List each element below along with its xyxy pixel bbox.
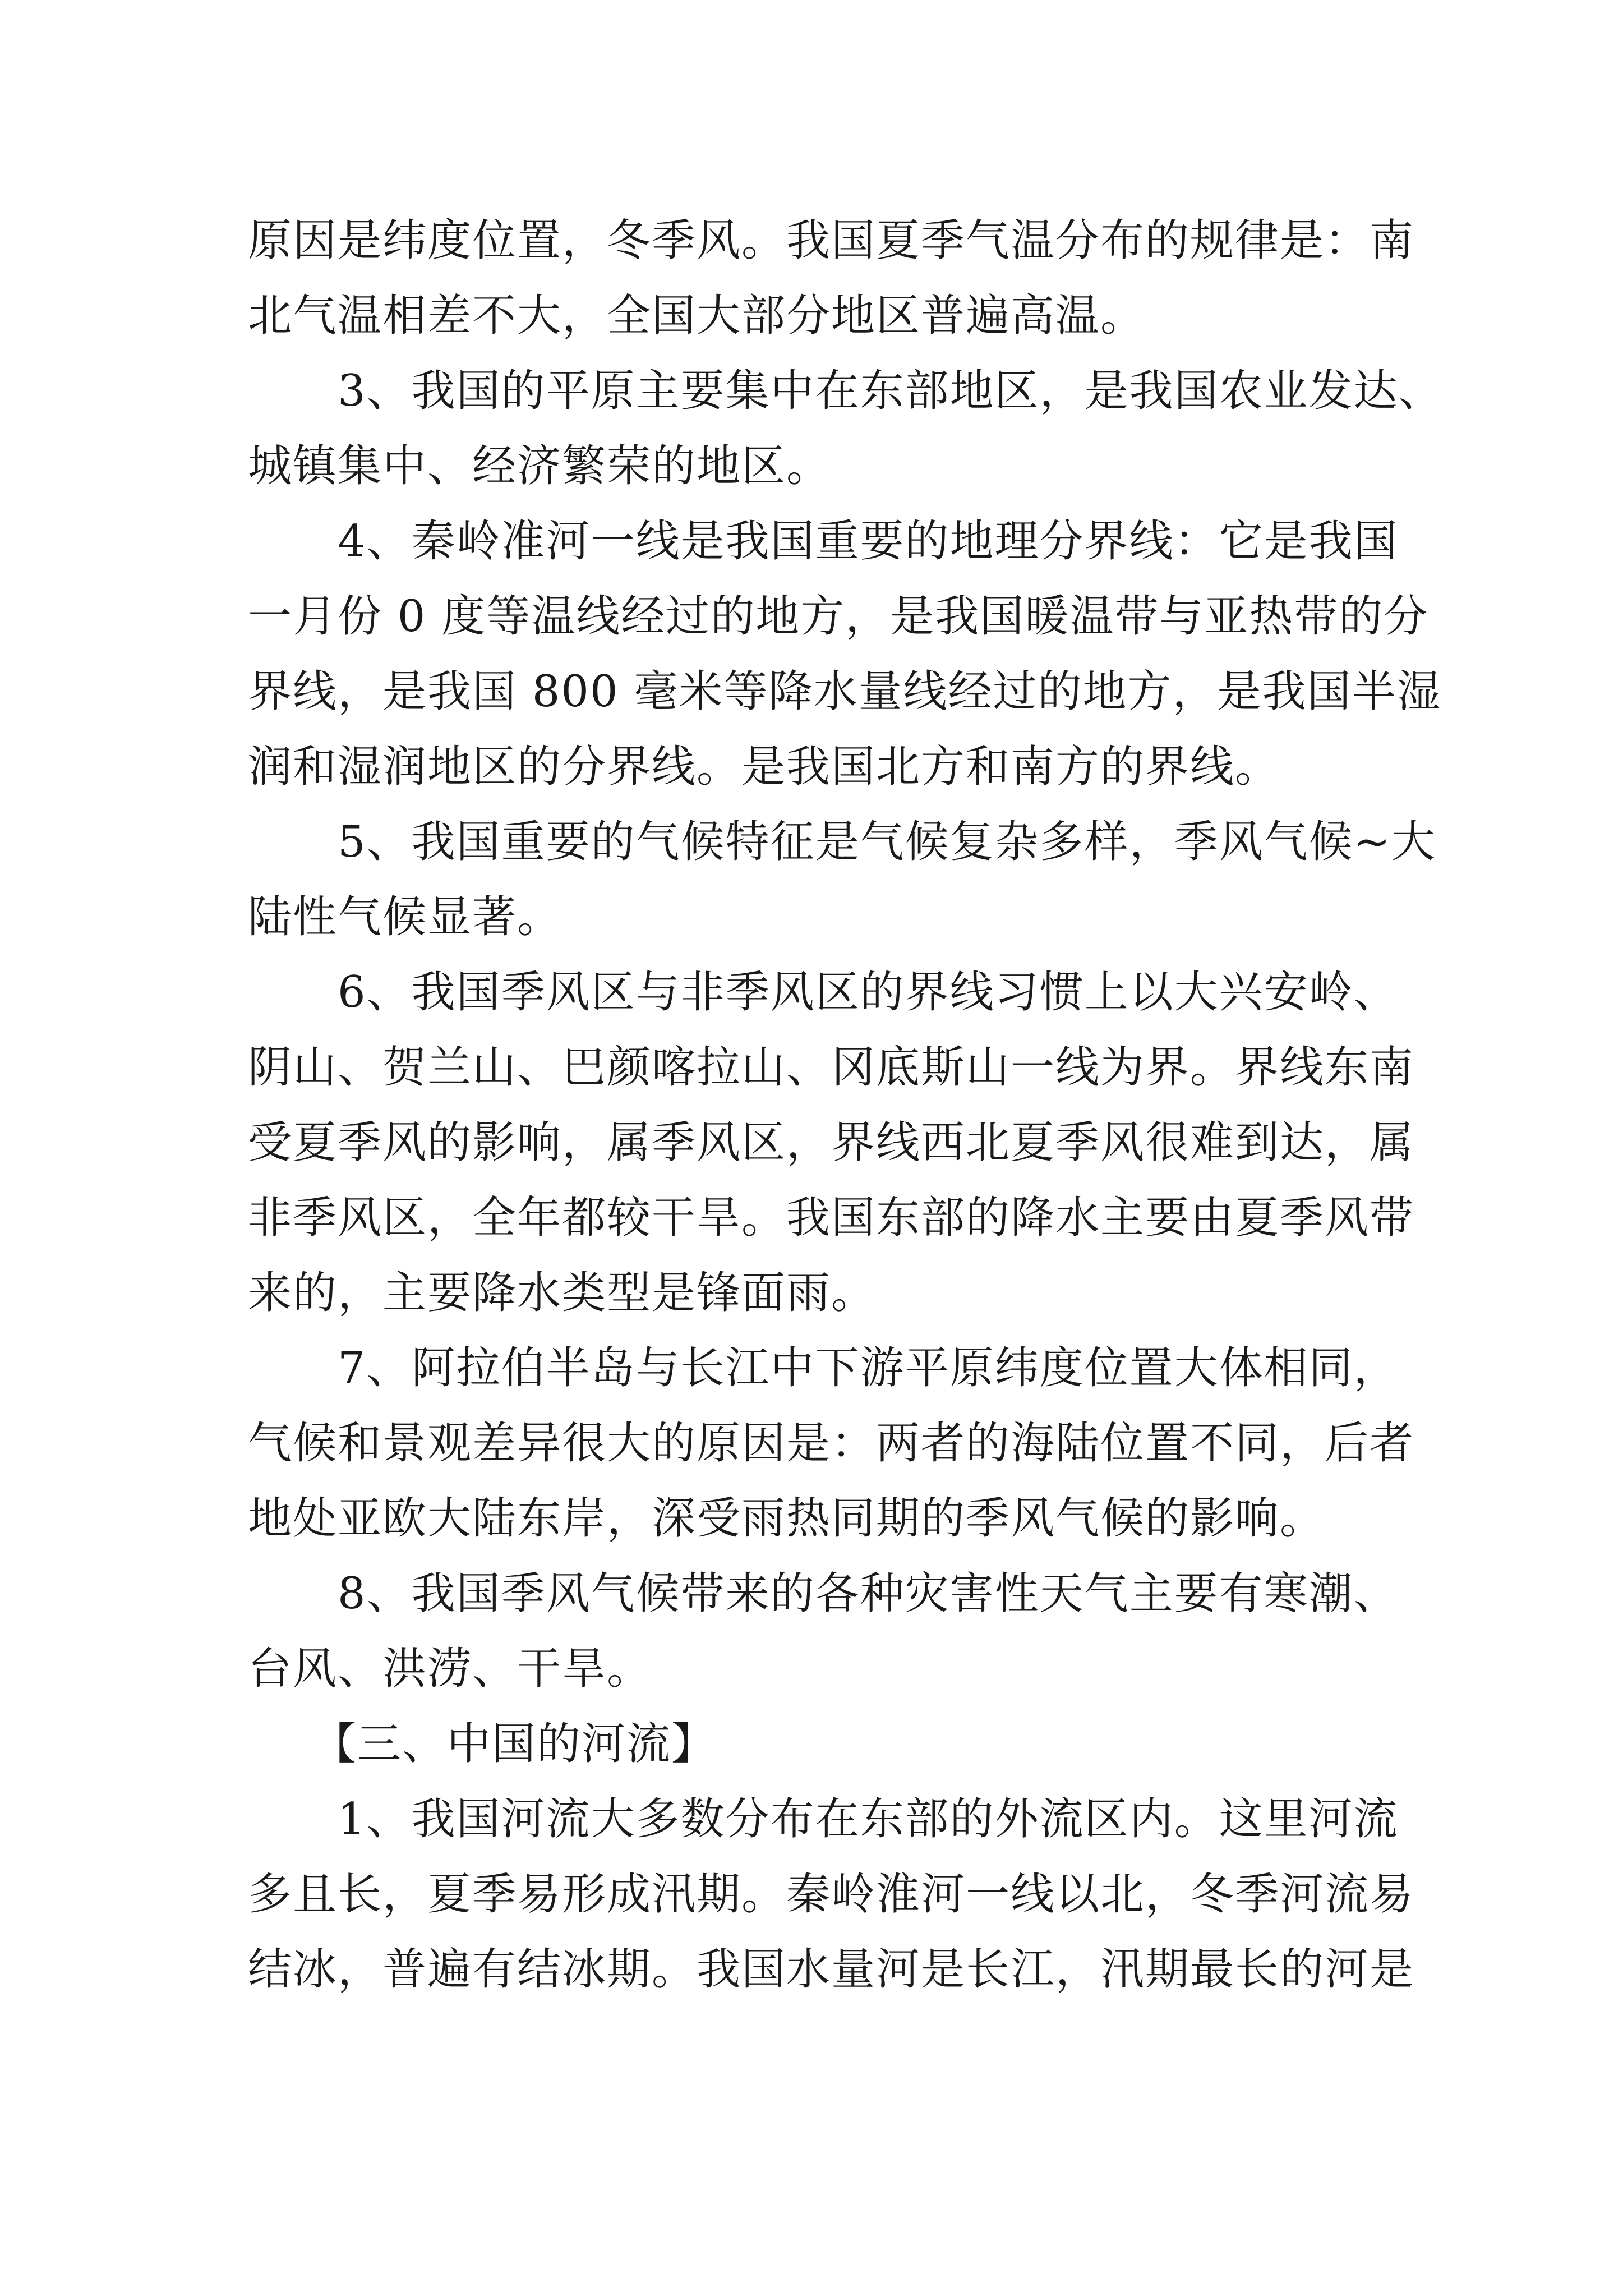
text-line: 陆性气候显著。 [248, 892, 562, 942]
text-line: 1、我国河流大多数分布在东部的外流区内。这里河流 [338, 1794, 1399, 1844]
document-body [248, 203, 1444, 2007]
text-line: 润和湿润地区的分界线。是我国北方和南方的界线。 [248, 742, 1280, 792]
text-line: 原因是纬度位置，冬季风。我国夏季气温分布的规律是：南 [248, 215, 1415, 266]
text-line: 结冰，普遍有结冰期。我国水量河是长江，汛期最长的河是 [248, 1944, 1415, 1995]
text-line: 台风、洪涝、干旱。 [248, 1644, 652, 1694]
text-line: 一月份 0 度等温线经过的地方，是我国暖温带与亚热带的分 [248, 591, 1429, 642]
text-line: 气候和景观差异很大的原因是：两者的海陆位置不同，后者 [248, 1418, 1415, 1469]
text-line: 多且长，夏季易形成汛期。秦岭淮河一线以北，冬季河流易 [248, 1869, 1415, 1920]
text-line: 地处亚欧大陆东岸，深受雨热同期的季风气候的影响。 [248, 1493, 1325, 1544]
text-line: 4、秦岭准河一线是我国重要的地理分界线：它是我国 [338, 516, 1399, 567]
section-heading: 【三、中国的河流】 [312, 1719, 717, 1769]
text-line: 受夏季风的影响，属季风区，界线西北夏季风很难到达，属 [248, 1117, 1415, 1168]
text-line: 城镇集中、经济繁荣的地区。 [248, 441, 832, 491]
text-line: 来的，主要降水类型是锋面雨。 [248, 1268, 877, 1318]
text-line: 8、我国季风气候带来的各种灾害性天气主要有寒潮、 [338, 1568, 1399, 1619]
text-line: 3、我国的平原主要集中在东部地区，是我国农业发达、 [338, 366, 1444, 416]
text-line: 6、我国季风区与非季风区的界线习惯上以大兴安岭、 [338, 967, 1399, 1018]
text-line: 北气温相差不大，全国大部分地区普遍高温。 [248, 291, 1146, 341]
text-line: 阴山、贺兰山、巴颜喀拉山、冈底斯山一线为界。界线东南 [248, 1042, 1415, 1093]
text-line: 5、我国重要的气候特征是气候复杂多样，季风气候~大 [338, 817, 1436, 867]
text-line: 非季风区，全年都较干旱。我国东部的降水主要由夏季风带 [248, 1193, 1415, 1243]
text-line: 界线，是我国 800 毫米等降水量线经过的地方，是我国半湿 [248, 666, 1442, 717]
text-line: 7、阿拉伯半岛与长江中下游平原纬度位置大体相同， [338, 1343, 1399, 1393]
